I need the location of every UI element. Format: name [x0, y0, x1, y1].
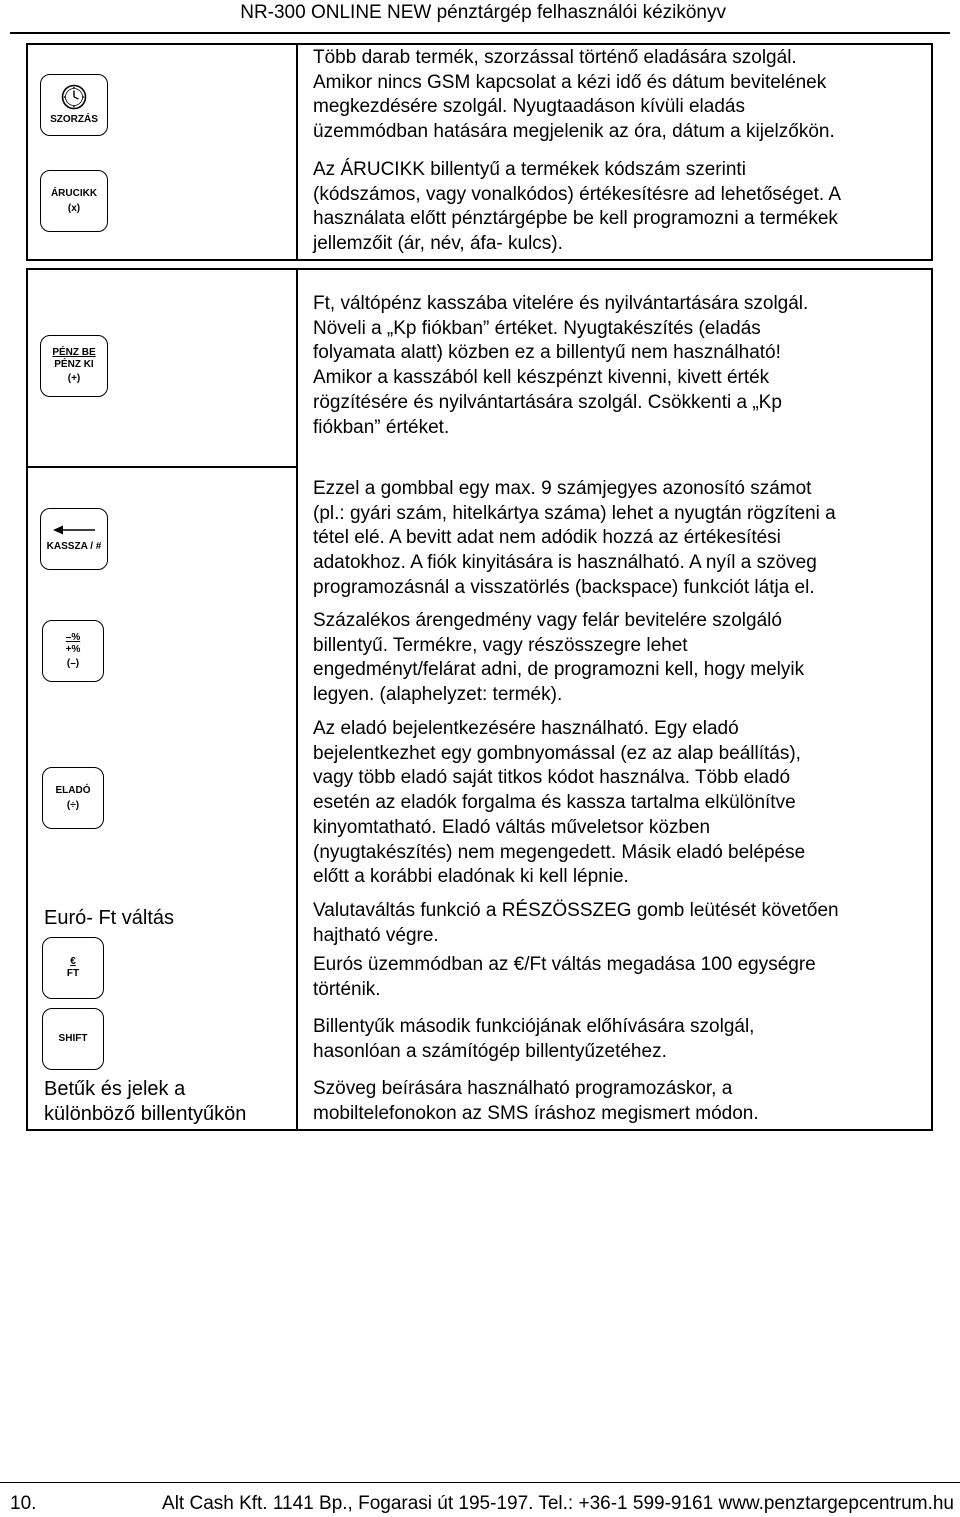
valuta-description: Valutaváltás funkció a RÉSZÖSSZEG gomb leütését követően hajtható végre. — [313, 900, 839, 946]
penz-key-sub: (+) — [67, 373, 81, 384]
pct-key-sub: (–) — [66, 658, 80, 669]
shift-key — [42, 1008, 104, 1070]
elado-key — [42, 767, 104, 829]
penz-be-ki-key — [40, 335, 108, 397]
kassza-key — [40, 508, 108, 570]
shift-description: Billentyűk második funkciójának előhívására szolgál, hasonlóan a számítógép billentyűzetéhez. — [313, 1016, 755, 1062]
euro-ft-caption: Euró- Ft váltás — [44, 907, 175, 929]
backspace-arrow-icon — [53, 525, 95, 535]
page-footer — [0, 1482, 960, 1517]
percent-description: Százalékos árengedmény vagy felár bevitelére szolgáló billentyű. Termékre, vagy részösszegre lehet engedményt/felárat adni, de programozni kell, hogy melyik legyen. (alaphelyzet: termék). — [313, 610, 805, 706]
penz-ki-label: PÉNZ KI — [54, 359, 94, 370]
elado-description: Az eladó bejelentkezésére használható. Egy eladó bejelentkezhet egy gombnyomással (ez az alap beállítás), vagy több eladó saját titkos kódot használva. Több eladó esetén az eladók forgalma és kassza tartalma elkülönítve kinyomtatható. Eladó váltás műveletsor közben (nyugtakészítés) nem megengedett. Másik eladó belépése előtt a korábbi eladónak ki kell lépnie. — [313, 718, 806, 888]
szorzas-key-label: SZORZÁS — [50, 114, 98, 125]
percent-key — [42, 620, 104, 682]
page-number: 10. — [10, 1493, 37, 1514]
company-address: Alt Cash Kft. 1141 Bp., Fogarasi út 195-197. Tel.: +36-1 599-9161 www.penztargepcentrum.hu — [162, 1493, 954, 1514]
arucikk-description: Az ÁRUCIKK billentyű a termékek kódszám szerinti (kódszámos, vagy vonalkódos) értékesítésre ad lehetőséget. A használata előtt pénztárgépbe be kell programozni a termékek jellemzőit (ár, név, áfa- kulcs). — [313, 159, 842, 255]
penz-description: Ft, váltópénz kasszába vitelére és nyilvántartására szolgál. Növeli a „Kp fiókban” értéket. Nyugtakészítés (eladás folyamata alatt) közben ez a billentyű nem használható! Amikor a kasszából kell készpénzt kivenni, kivett érték rögzítésére és nyilvántartására szolgál. Csökkenti a „Kp fiókban” értéket. — [313, 293, 809, 438]
euro-description: Eurós üzemmódban az €/Ft váltás megadása 100 egységre történik. — [313, 954, 816, 1000]
szorzas-description: Több darab termék, szorzással történő eladására szolgál. Amikor nincs GSM kapcsolat a kézi idő és dátum bevitelének megkezdésére szolgál. Nyugtaadáson kívüli eladás üzemmódban hatására megjelenik az óra, dátum a kijelzőkön. — [313, 47, 835, 143]
kassza-key-label: KASSZA / # — [46, 541, 102, 552]
pct-plus-label: +% — [65, 644, 81, 655]
szorzas-key — [40, 74, 108, 136]
shift-key-label: SHIFT — [58, 1033, 88, 1044]
elado-key-sub: (÷) — [66, 799, 80, 811]
elado-key-label: ELADÓ — [55, 784, 91, 796]
betuk-caption: Betűk és jelek a különböző billentyűkön — [44, 1078, 247, 1125]
szoveg-description: Szöveg beírására használható programozáskor, a mobiltelefonokon az SMS íráshoz megismert módon. — [313, 1078, 759, 1124]
page-header — [10, 0, 950, 34]
clock-icon — [61, 84, 87, 110]
ft-label: FT — [66, 968, 80, 979]
penz-be-label: PÉNZ BE — [52, 347, 96, 358]
arucikk-key-sub: (x) — [67, 202, 81, 214]
arucikk-key — [40, 170, 108, 232]
arucikk-key-label: ÁRUCIKK — [50, 187, 98, 199]
pct-minus-label: –% — [65, 632, 81, 643]
manual-title: NR-300 ONLINE NEW pénztárgép felhasználói kézikönyv — [240, 2, 726, 23]
kassza-description: Ezzel a gombbal egy max. 9 számjegyes azonosító számot (pl.: gyári szám, hitelkártya száma) lehet a nyugtán rögzíteni a tétel elé. A bevitt adat nem adódik hozzá az értékesítési adatokhoz. A fiók kinyitására is használható. A nyíl a szöveg programozásnál a visszatörlés (backspace) funkciót látja el. — [313, 478, 836, 598]
euro-label: € — [70, 956, 76, 967]
euro-ft-key — [42, 937, 104, 999]
